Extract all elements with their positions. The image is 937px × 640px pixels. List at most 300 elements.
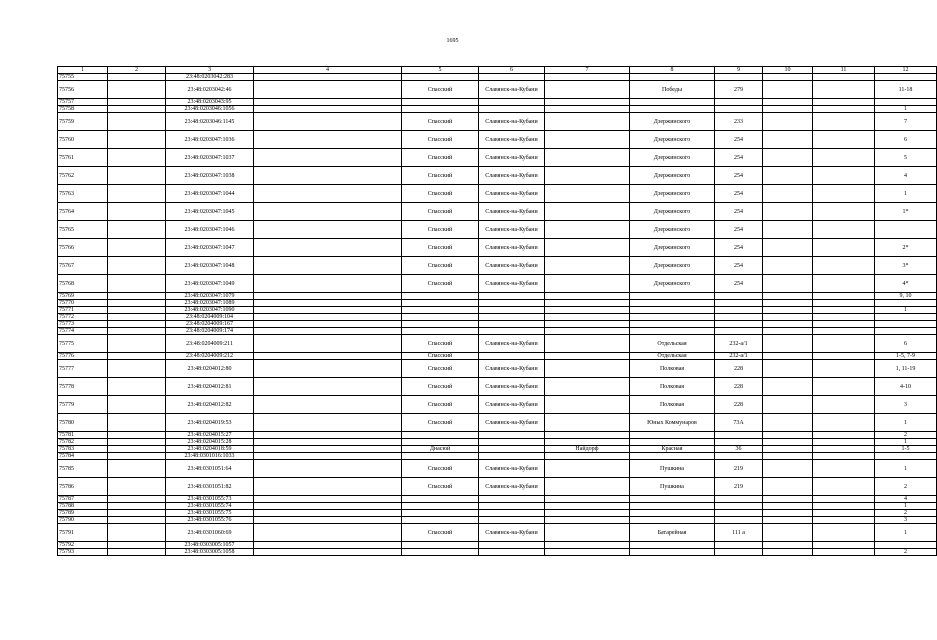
table-cell: Славянск-на-Кубани — [479, 203, 545, 221]
table-cell — [545, 167, 630, 185]
table-row — [58, 439, 937, 446]
table-cell: 254 — [715, 221, 763, 239]
table-cell — [108, 446, 166, 453]
table-cell — [479, 549, 545, 556]
table-cell: Славянск-на-Кубани — [479, 239, 545, 257]
table-cell — [763, 432, 813, 439]
table-cell: 2 — [875, 432, 937, 439]
column-header: 11 — [813, 67, 875, 74]
table-cell: 1 — [875, 414, 937, 432]
table-cell: 75792 — [58, 542, 108, 549]
table-cell — [875, 74, 937, 81]
table-cell — [715, 453, 763, 460]
column-header: 6 — [479, 67, 545, 74]
table-cell — [402, 328, 479, 335]
table-cell — [715, 503, 763, 510]
table-cell — [763, 131, 813, 149]
table-cell — [254, 360, 402, 378]
table-cell: 75777 — [58, 360, 108, 378]
table-cell — [763, 353, 813, 360]
table-cell: Дзержинского — [630, 275, 715, 293]
table-cell — [254, 314, 402, 321]
table-cell: 2 — [875, 510, 937, 517]
table-cell — [875, 453, 937, 460]
table-cell — [545, 328, 630, 335]
table-cell: 75770 — [58, 300, 108, 307]
table-row — [58, 542, 937, 549]
table-cell — [108, 524, 166, 542]
table-cell: 75790 — [58, 517, 108, 524]
table-cell: 75769 — [58, 293, 108, 300]
table-cell: Спасский — [402, 360, 479, 378]
table-cell: Спасский — [402, 396, 479, 414]
table-cell: 5 — [875, 149, 937, 167]
table-row — [58, 221, 937, 239]
table-row — [58, 360, 937, 378]
table-cell — [813, 353, 875, 360]
table-cell — [763, 314, 813, 321]
table-cell — [545, 496, 630, 503]
table-cell — [479, 74, 545, 81]
table-row — [58, 113, 937, 131]
table-cell: 75762 — [58, 167, 108, 185]
table-cell: 23:48:0203047:1079 — [166, 293, 254, 300]
table-cell — [254, 432, 402, 439]
table-cell: Дзержинского — [630, 257, 715, 275]
table-cell — [813, 203, 875, 221]
table-cell — [545, 221, 630, 239]
table-cell — [813, 414, 875, 432]
table-cell — [402, 99, 479, 106]
table-cell — [108, 149, 166, 167]
table-cell — [545, 239, 630, 257]
table-cell — [479, 99, 545, 106]
page-number: 1695 — [446, 38, 459, 44]
table-cell: 233 — [715, 113, 763, 131]
table-cell: Спасский — [402, 524, 479, 542]
table-cell: Спасский — [402, 81, 479, 99]
table-cell: Дзержинского — [630, 113, 715, 131]
table-cell — [545, 185, 630, 203]
table-cell — [763, 321, 813, 328]
table-cell — [402, 517, 479, 524]
table-cell — [763, 446, 813, 453]
column-header: 2 — [108, 67, 166, 74]
table-cell — [108, 74, 166, 81]
table-cell — [254, 414, 402, 432]
table-row — [58, 185, 937, 203]
table-cell — [875, 328, 937, 335]
table-cell — [254, 81, 402, 99]
table-cell — [254, 549, 402, 556]
table-cell — [545, 453, 630, 460]
table-cell — [402, 542, 479, 549]
table-cell: Спасский — [402, 239, 479, 257]
table-cell: 232-а/1 — [715, 335, 763, 353]
table-cell — [875, 542, 937, 549]
table-cell — [254, 113, 402, 131]
table-cell — [545, 396, 630, 414]
table-cell — [108, 503, 166, 510]
table-cell: Славянск-на-Кубани — [479, 378, 545, 396]
table-cell: 23:48:0203047:1036 — [166, 131, 254, 149]
table-cell — [108, 221, 166, 239]
table-cell — [715, 542, 763, 549]
table-cell — [254, 496, 402, 503]
table-cell: 1 — [875, 106, 937, 113]
table-cell: 23:48:0204012:82 — [166, 396, 254, 414]
table-cell: 4* — [875, 275, 937, 293]
table-row — [58, 131, 937, 149]
table-cell — [715, 307, 763, 314]
table-cell: 75787 — [58, 496, 108, 503]
table-cell — [813, 257, 875, 275]
table-cell: 75784 — [58, 453, 108, 460]
table-cell: 75773 — [58, 321, 108, 328]
table-cell — [108, 517, 166, 524]
table-cell — [108, 432, 166, 439]
table-cell — [813, 149, 875, 167]
table-cell — [813, 106, 875, 113]
table-cell: Спасский — [402, 203, 479, 221]
table-cell — [402, 432, 479, 439]
table-cell: 23:48:0204012:80 — [166, 360, 254, 378]
table-cell: 73А — [715, 414, 763, 432]
table-cell — [763, 378, 813, 396]
table-cell: Спасский — [402, 414, 479, 432]
table-cell: 23:48:0203047:1047 — [166, 239, 254, 257]
table-cell — [763, 307, 813, 314]
table-cell — [479, 510, 545, 517]
column-header: 5 — [402, 67, 479, 74]
table-cell — [108, 167, 166, 185]
table-cell — [254, 185, 402, 203]
table-cell: Пушкина — [630, 478, 715, 496]
table-cell — [108, 396, 166, 414]
table-cell — [813, 275, 875, 293]
table-cell — [763, 74, 813, 81]
table-cell — [545, 432, 630, 439]
table-cell — [630, 314, 715, 321]
table-row — [58, 293, 937, 300]
table-cell: 75765 — [58, 221, 108, 239]
table-cell — [545, 460, 630, 478]
table-cell: Отдельская — [630, 353, 715, 360]
table-cell — [813, 321, 875, 328]
table-cell: 75772 — [58, 314, 108, 321]
table-cell: 2* — [875, 239, 937, 257]
table-cell: Славянск-на-Кубани — [479, 149, 545, 167]
table-cell: 228 — [715, 378, 763, 396]
table-cell: Спасский — [402, 221, 479, 239]
table-cell — [402, 453, 479, 460]
table-cell: 23:48:0301055:75 — [166, 510, 254, 517]
table-cell: Славянск-на-Кубани — [479, 167, 545, 185]
table-cell: Дзержинского — [630, 221, 715, 239]
table-row — [58, 378, 937, 396]
table-cell — [479, 307, 545, 314]
table-cell — [254, 307, 402, 314]
table-cell — [545, 300, 630, 307]
table-cell — [254, 106, 402, 113]
table-cell: 75755 — [58, 74, 108, 81]
table-cell — [875, 99, 937, 106]
table-row — [58, 496, 937, 503]
table-cell — [545, 542, 630, 549]
table-cell — [479, 106, 545, 113]
table-cell: 2 — [875, 549, 937, 556]
table-cell — [763, 99, 813, 106]
table-cell: 75771 — [58, 307, 108, 314]
table-cell — [763, 106, 813, 113]
table-cell — [715, 99, 763, 106]
table-cell: 23:48:0204009:167 — [166, 321, 254, 328]
column-header: 9 — [715, 67, 763, 74]
table-row — [58, 203, 937, 221]
table-cell — [813, 542, 875, 549]
table-cell — [813, 396, 875, 414]
table-cell — [630, 510, 715, 517]
table-cell — [763, 203, 813, 221]
table-cell — [813, 185, 875, 203]
table-cell — [630, 99, 715, 106]
table-row — [58, 549, 937, 556]
table-cell: 1 — [875, 307, 937, 314]
table-cell: 75778 — [58, 378, 108, 396]
table-cell — [108, 131, 166, 149]
table-cell: Славянск-на-Кубани — [479, 81, 545, 99]
table-row — [58, 446, 937, 453]
table-cell: 23:48:0203042:283 — [166, 74, 254, 81]
table-cell — [545, 378, 630, 396]
table-cell — [715, 314, 763, 321]
table-row — [58, 517, 937, 524]
table-row — [58, 275, 937, 293]
table-cell: 1 — [875, 439, 937, 446]
table-cell — [763, 524, 813, 542]
table-cell: 23:48:0301051:82 — [166, 478, 254, 496]
table-cell — [630, 300, 715, 307]
table-cell: 1* — [875, 203, 937, 221]
table-cell: 4 — [875, 167, 937, 185]
table-cell: Спасский — [402, 478, 479, 496]
table-cell: 23:48:0204019:53 — [166, 414, 254, 432]
table-cell — [545, 549, 630, 556]
table-cell: 3 — [875, 396, 937, 414]
table-cell: 1 — [875, 185, 937, 203]
table-cell: Славянск-на-Кубани — [479, 221, 545, 239]
table-cell — [254, 99, 402, 106]
table-cell: 23:48:0203047:1044 — [166, 185, 254, 203]
column-header: 4 — [254, 67, 402, 74]
table-cell: 4-10 — [875, 378, 937, 396]
table-cell — [254, 321, 402, 328]
table-row — [58, 510, 937, 517]
table-cell: Батарейная — [630, 524, 715, 542]
table-cell — [479, 496, 545, 503]
table-cell: 6 — [875, 335, 937, 353]
table-cell: 1, 11-19 — [875, 360, 937, 378]
table-cell — [813, 314, 875, 321]
table-cell — [479, 328, 545, 335]
table-row — [58, 524, 937, 542]
table-cell: Славянск-на-Кубани — [479, 396, 545, 414]
column-header: 7 — [545, 67, 630, 74]
table-cell — [545, 503, 630, 510]
table-cell: Дзержинского — [630, 185, 715, 203]
table-cell — [813, 113, 875, 131]
table-row — [58, 167, 937, 185]
table-cell: 23:48:0203047:1038 — [166, 167, 254, 185]
table-cell: Спасский — [402, 167, 479, 185]
table-cell — [763, 360, 813, 378]
table-cell — [545, 131, 630, 149]
table-cell — [479, 314, 545, 321]
table-cell — [108, 307, 166, 314]
table-cell: 75766 — [58, 239, 108, 257]
table-cell: 75774 — [58, 328, 108, 335]
table-cell — [813, 239, 875, 257]
table-cell — [545, 257, 630, 275]
table-cell — [254, 460, 402, 478]
table-cell — [108, 439, 166, 446]
table-cell: 75783 — [58, 446, 108, 453]
table-cell — [875, 321, 937, 328]
table-cell — [715, 328, 763, 335]
table-cell — [763, 185, 813, 203]
table-cell: Спасский — [402, 131, 479, 149]
table-cell: 1-5 — [875, 446, 937, 453]
table-cell — [763, 503, 813, 510]
table-cell — [254, 510, 402, 517]
table-cell: 75756 — [58, 81, 108, 99]
table-row — [58, 99, 937, 106]
table-cell: 23:48:0203046:1145 — [166, 113, 254, 131]
table-cell — [763, 239, 813, 257]
table-cell — [402, 321, 479, 328]
table-cell — [715, 74, 763, 81]
table-cell: Дзержинского — [630, 239, 715, 257]
table-cell: Дзержинского — [630, 203, 715, 221]
table-cell: 75761 — [58, 149, 108, 167]
table-cell: 23:48:0203047:1049 — [166, 275, 254, 293]
table-cell — [108, 293, 166, 300]
table-cell: 75767 — [58, 257, 108, 275]
table-cell — [763, 510, 813, 517]
table-cell: 4 — [875, 496, 937, 503]
table-cell — [763, 335, 813, 353]
table-cell — [763, 478, 813, 496]
table-cell — [813, 378, 875, 396]
table-cell — [813, 503, 875, 510]
table-cell: 23:48:0203047:1037 — [166, 149, 254, 167]
table-cell — [763, 167, 813, 185]
table-cell: 254 — [715, 203, 763, 221]
table-cell: 75793 — [58, 549, 108, 556]
table-cell — [254, 335, 402, 353]
table-cell — [545, 275, 630, 293]
table-cell — [763, 439, 813, 446]
table-cell — [108, 314, 166, 321]
table-row — [58, 307, 937, 314]
table-cell — [763, 81, 813, 99]
table-cell — [630, 453, 715, 460]
table-cell — [813, 328, 875, 335]
table-cell — [545, 517, 630, 524]
table-cell: 219 — [715, 460, 763, 478]
table-cell — [254, 203, 402, 221]
table-cell — [479, 446, 545, 453]
table-cell: 1 — [875, 524, 937, 542]
table-cell: 75775 — [58, 335, 108, 353]
table-cell: 254 — [715, 275, 763, 293]
table-cell: 23:48:0301055:74 — [166, 503, 254, 510]
table-cell: 23:48:0204015:28 — [166, 439, 254, 446]
table-cell — [545, 113, 630, 131]
table-cell — [402, 439, 479, 446]
table-cell: 219 — [715, 478, 763, 496]
table-cell: 23:48:0303005:1057 — [166, 542, 254, 549]
table-cell — [545, 293, 630, 300]
table-cell: 75763 — [58, 185, 108, 203]
table-cell: 23:48:0301060:69 — [166, 524, 254, 542]
table-cell — [108, 542, 166, 549]
table-cell: Славянск-на-Кубани — [479, 524, 545, 542]
table-cell — [813, 453, 875, 460]
table-cell — [545, 307, 630, 314]
table-cell — [254, 167, 402, 185]
table-cell: Спасский — [402, 335, 479, 353]
table-cell: 1 — [875, 503, 937, 510]
table-cell — [545, 99, 630, 106]
table-cell — [108, 99, 166, 106]
table-row — [58, 460, 937, 478]
table-cell: 9, 10 — [875, 293, 937, 300]
table-cell — [254, 396, 402, 414]
table-cell — [813, 335, 875, 353]
table-cell: 23:48:0301016:1033 — [166, 453, 254, 460]
table-cell — [402, 293, 479, 300]
table-cell — [402, 549, 479, 556]
table-cell — [630, 307, 715, 314]
table-cell — [813, 432, 875, 439]
table-cell — [108, 203, 166, 221]
table-cell — [108, 360, 166, 378]
column-header: 12 — [875, 67, 937, 74]
table-cell — [875, 300, 937, 307]
table-cell: 111 а — [715, 524, 763, 542]
table-cell — [545, 439, 630, 446]
table-cell — [763, 396, 813, 414]
table-cell — [763, 414, 813, 432]
table-cell — [108, 335, 166, 353]
table-cell — [813, 360, 875, 378]
table-cell — [108, 460, 166, 478]
table-cell — [763, 149, 813, 167]
table-cell: 254 — [715, 185, 763, 203]
table-cell: 75758 — [58, 106, 108, 113]
table-cell: 23:48:0204012:81 — [166, 378, 254, 396]
table-cell — [813, 300, 875, 307]
table-cell — [108, 549, 166, 556]
table-cell — [254, 542, 402, 549]
table-cell — [402, 510, 479, 517]
table-cell — [545, 203, 630, 221]
table-cell: 23:48:0203047:1090 — [166, 307, 254, 314]
table-cell — [254, 293, 402, 300]
table-cell — [108, 328, 166, 335]
table-cell — [545, 414, 630, 432]
